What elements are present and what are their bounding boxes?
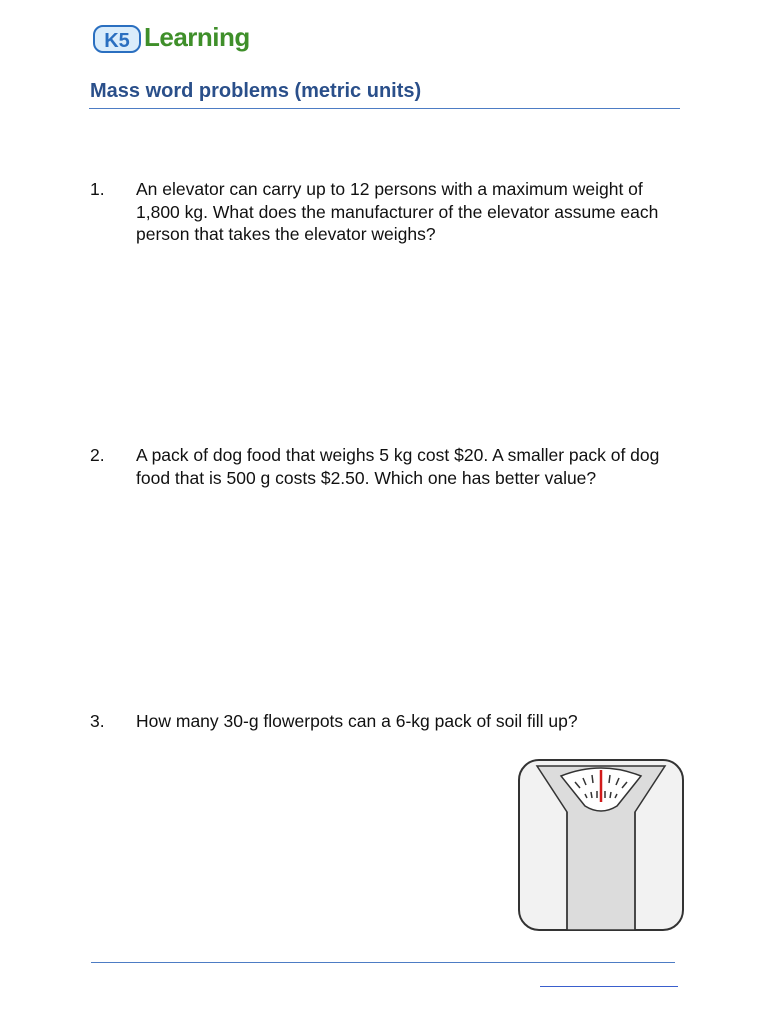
- question-1: [90, 178, 690, 246]
- footer-divider: [91, 962, 675, 963]
- bathroom-scale-icon: [517, 758, 685, 934]
- title-divider: [89, 108, 680, 109]
- question-number: 3.: [90, 711, 105, 731]
- question-3: [90, 710, 690, 733]
- question-text: An elevator can carry up to 12 persons with a maximum weight of 1,800 kg. What does the manufacturer of the elevator assume each person that takes the elevator weighs?: [136, 179, 659, 244]
- question-2: [90, 444, 690, 489]
- question-number: 2.: [90, 445, 105, 465]
- question-text: A pack of dog food that weighs 5 kg cost $20. A smaller pack of dog food that is 500 g costs $2.50. Which one has better value?: [136, 445, 660, 488]
- logo-badge-text: K5: [104, 30, 130, 52]
- k5-learning-logo: [92, 18, 262, 58]
- question-number: 1.: [90, 179, 105, 199]
- page-title: Mass word problems (metric units): [90, 80, 422, 102]
- question-text: How many 30-g flowerpots can a 6-kg pack of soil fill up?: [136, 711, 578, 731]
- footer-link-underline[interactable]: [540, 986, 678, 987]
- logo-badge-icon: [92, 18, 146, 58]
- logo-text: Learning: [144, 22, 250, 52]
